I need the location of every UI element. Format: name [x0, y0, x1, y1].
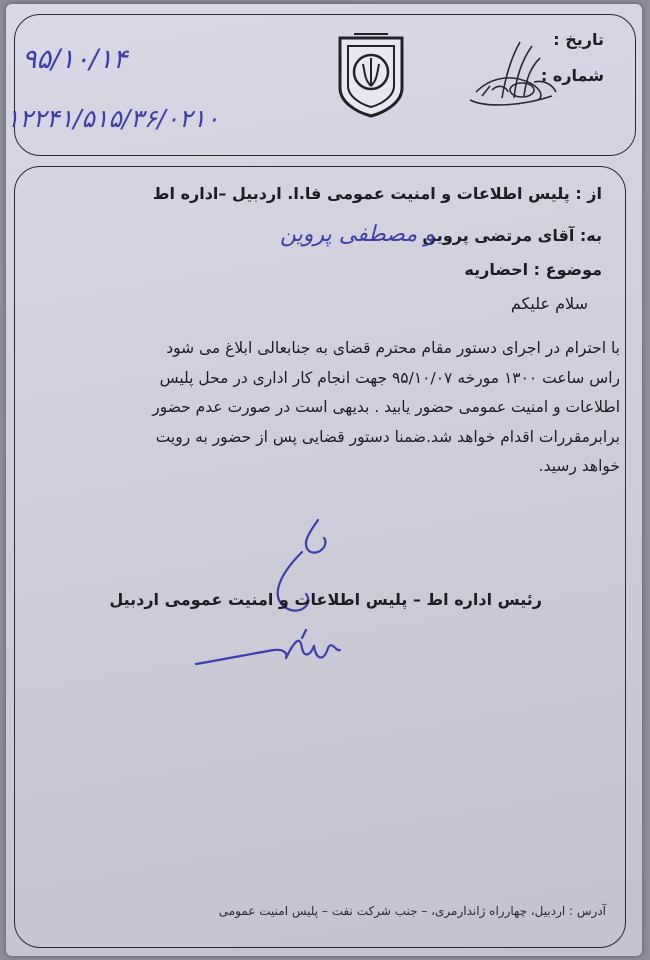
letter-body	[40, 334, 620, 482]
footer-address: آدرس : اردبیل، چهارراه ژاندارمری، – جنب شرکت نفت – پلیس امنیت عمومی	[218, 904, 606, 918]
body-line: با احترام در اجرای دستور مقام محترم قضای به جنابعالی ابلاغ می شود	[166, 339, 620, 357]
number-handwritten: ۱۲۲۴۱/۵۱۵/۳۶/۰۲۱۰	[6, 104, 220, 133]
body-line: برابرمقررات اقدام خواهد شد.ضمنا دستور قضایی پس از حضور به رویت	[155, 427, 620, 446]
to-line: به: آقای مرتضی پروین	[422, 226, 602, 245]
subject-line: موضوع : احضاریه	[464, 260, 602, 279]
signatory-title: رئیس اداره اط – پلیس اطلاعات و امنیت عمومی اردبیل	[109, 590, 542, 609]
police-emblem-icon	[334, 28, 408, 120]
to-handwritten-addition: و مصطفی پروین	[280, 222, 435, 247]
date-handwritten: ۹۵/۱۰/۱۴	[22, 44, 128, 75]
date-label: تاریخ :	[553, 30, 604, 49]
from-line: از : پلیس اطلاعات و امنیت عمومی فا.ا. اردبیل –اداره اط	[152, 184, 602, 203]
greeting: سلام علیکم	[510, 294, 588, 313]
body-line: راس ساعت ۱۳۰۰ مورخه ۹۵/۱۰/۰۷ جهت انجام کار اداری در محل پلیس	[159, 368, 620, 387]
body-line: خواهد رسید.	[538, 457, 620, 475]
body-line: اطلاعات و امنیت عمومی حضور یابید . بدیهی است در صورت عدم حضور	[152, 398, 620, 416]
number-label: شماره :	[540, 66, 604, 85]
